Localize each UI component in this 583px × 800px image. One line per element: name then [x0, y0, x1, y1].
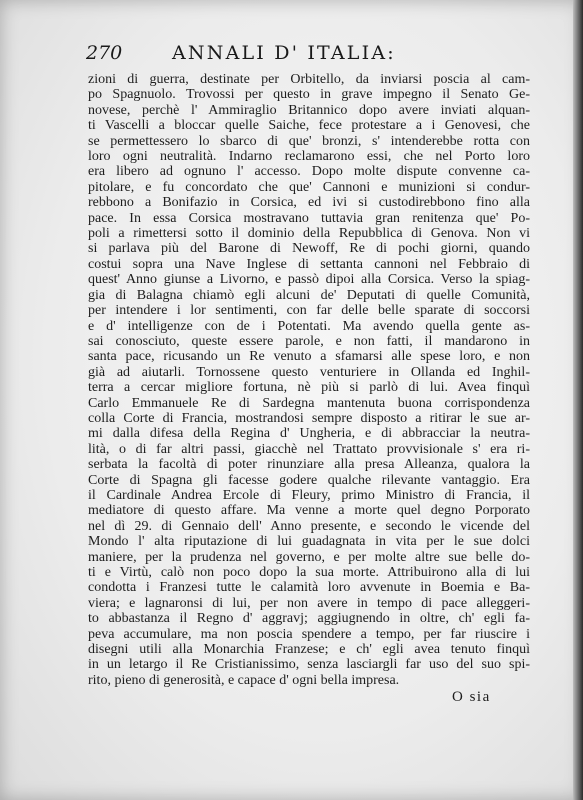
- text-line: si parlava più del Barone di Newoff, Re di pochi giorni, quando: [88, 241, 530, 257]
- page-header: [86, 42, 526, 68]
- text-line: il Cardinale Andrea Ercole di Fleury, primo Ministro di Francia, il: [88, 487, 530, 503]
- body-text: [88, 72, 530, 688]
- text-line: in un letargo il Re Cristianissimo, senza lasciargli far uso del suo spi-: [88, 657, 530, 673]
- text-line: peva accumulare, ma non poscia spendere a tempo, per far riuscire i: [88, 626, 530, 642]
- text-line: se permettessero lo sbarco di que' bronzi, s' intenderebbe rotta con: [88, 133, 530, 149]
- text-line: viera; e lagnaronsi di lui, per non avere in tempo di pace alleggeri-: [88, 595, 530, 611]
- text-line: Mondo l' alta riputazione di lui guadagnata in vita per le sue dolci: [88, 534, 530, 550]
- text-line: condotta i Franzesi tutte le calamità loro avvenute in Boemia e Ba-: [88, 580, 530, 596]
- page-number: 270: [86, 42, 123, 64]
- text-line: Corte di Spagna gli facesse godere qualche rilevante vantaggio. Era: [88, 472, 530, 488]
- text-line: poli a rimettersi sotto il dominio della Repubblica di Genova. Non vi: [88, 226, 530, 242]
- text-line: pitolare, e fu concordato che que' Cannoni e munizioni si condur-: [88, 179, 530, 195]
- text-line: quest' Anno giunse a Livorno, e passò dipoi alla Corsica. Verso la spiag-: [88, 272, 530, 288]
- book-spine-shadow: [573, 0, 583, 800]
- text-line: zioni di guerra, destinate per Orbitello, da inviarsi poscia al cam-: [88, 72, 530, 87]
- running-title: ANNALI D' ITALIA:: [172, 42, 396, 64]
- text-line: mi dalla difesa della Regina d' Ungheria, e di abbracciar la neutra-: [88, 426, 530, 442]
- text-line: nel dì 29. di Gennaio dell' Anno presente, e secondo le vicende del: [88, 518, 530, 534]
- text-line: lità, o di far altri passi, giacchè nel Trattato provvisionale s' era ri-: [88, 441, 530, 457]
- text-line: costui sopra una Nave Inglese di settanta cannoni nel Febbraio di: [88, 256, 530, 272]
- text-line: pace. In essa Corsica mostravano tuttavia gran renitenza que' Po-: [88, 210, 530, 226]
- text-line: rito, pieno di generosità, e capace d' ogni bella impresa.: [88, 672, 400, 688]
- text-line: per intendere i lor sentimenti, con far delle belle sparate di soccorsi: [88, 303, 530, 319]
- text-line: colla Corte di Francia, mostrandosi sempre disposto a ritirar le sue ar-: [88, 410, 530, 426]
- text-line: ti e Virtù, calò non poco dopo la sua morte. Attribuirono alla di lui: [88, 565, 530, 580]
- text-line: mediatore di questo affare. Ma venne a morte quel degno Porporato: [88, 503, 530, 519]
- text-line: po Spagnuolo. Trovossi per questo in grave impegno il Senato Ge-: [88, 87, 530, 103]
- text-line: loro ogni neutralità. Indarno reclamarono essi, che nel Porto loro: [88, 149, 530, 165]
- text-line: gia di Balagna chiamò egli alcuni de' Deputati di quelle Comunità,: [88, 287, 530, 303]
- text-line: Carlo Emmanuele Re di Sardegna mantenuta buona corrispondenza: [88, 395, 530, 411]
- text-line: disegni utili alla Monarchia Franzese; e ch' egli avea tenuto finquì: [88, 642, 530, 658]
- catchword: O sia: [452, 689, 491, 705]
- text-line: ti Vascelli a bloccar quelle Saiche, fece protestare a i Genovesi, che: [88, 118, 530, 134]
- text-line: maniere, per la prudenza nel governo, e per molte altre sue belle do-: [88, 549, 530, 565]
- text-line: rebbono a Bonifazio in Corsica, ed ivi si custodirebbono fino alla: [88, 195, 530, 211]
- text-line: serbata la facoltà di poter rinunziare alla presa Alleanza, qualora la: [88, 457, 530, 473]
- text-line: già ad aiutarli. Tornossene questo venturiere in Ollanda ed Inghil-: [88, 364, 530, 380]
- text-line: era libero ad ognuno l' accesso. Dopo molte dispute convenne ca-: [88, 164, 530, 180]
- text-line: terra a cercar migliore fortuna, nè più si parlò di lui. Avea finquì: [88, 380, 530, 396]
- text-line: santa pace, ricusando un Re venuto a sfamarsi alle spese loro, e non: [88, 349, 530, 365]
- text-line: to abbastanza il Regno d' aggravj; aggiugnendo in oltre, ch' egli fa-: [88, 611, 530, 627]
- text-line: sai conosciuto, queste essere parole, e non fatti, il mandarono in: [88, 333, 530, 349]
- text-line: e d' intelligenze con de i Potentati. Ma avendo quella gente as-: [88, 318, 530, 334]
- text-line: novese, perchè l' Ammiraglio Britannico dopo avere inviati alquan-: [88, 102, 530, 118]
